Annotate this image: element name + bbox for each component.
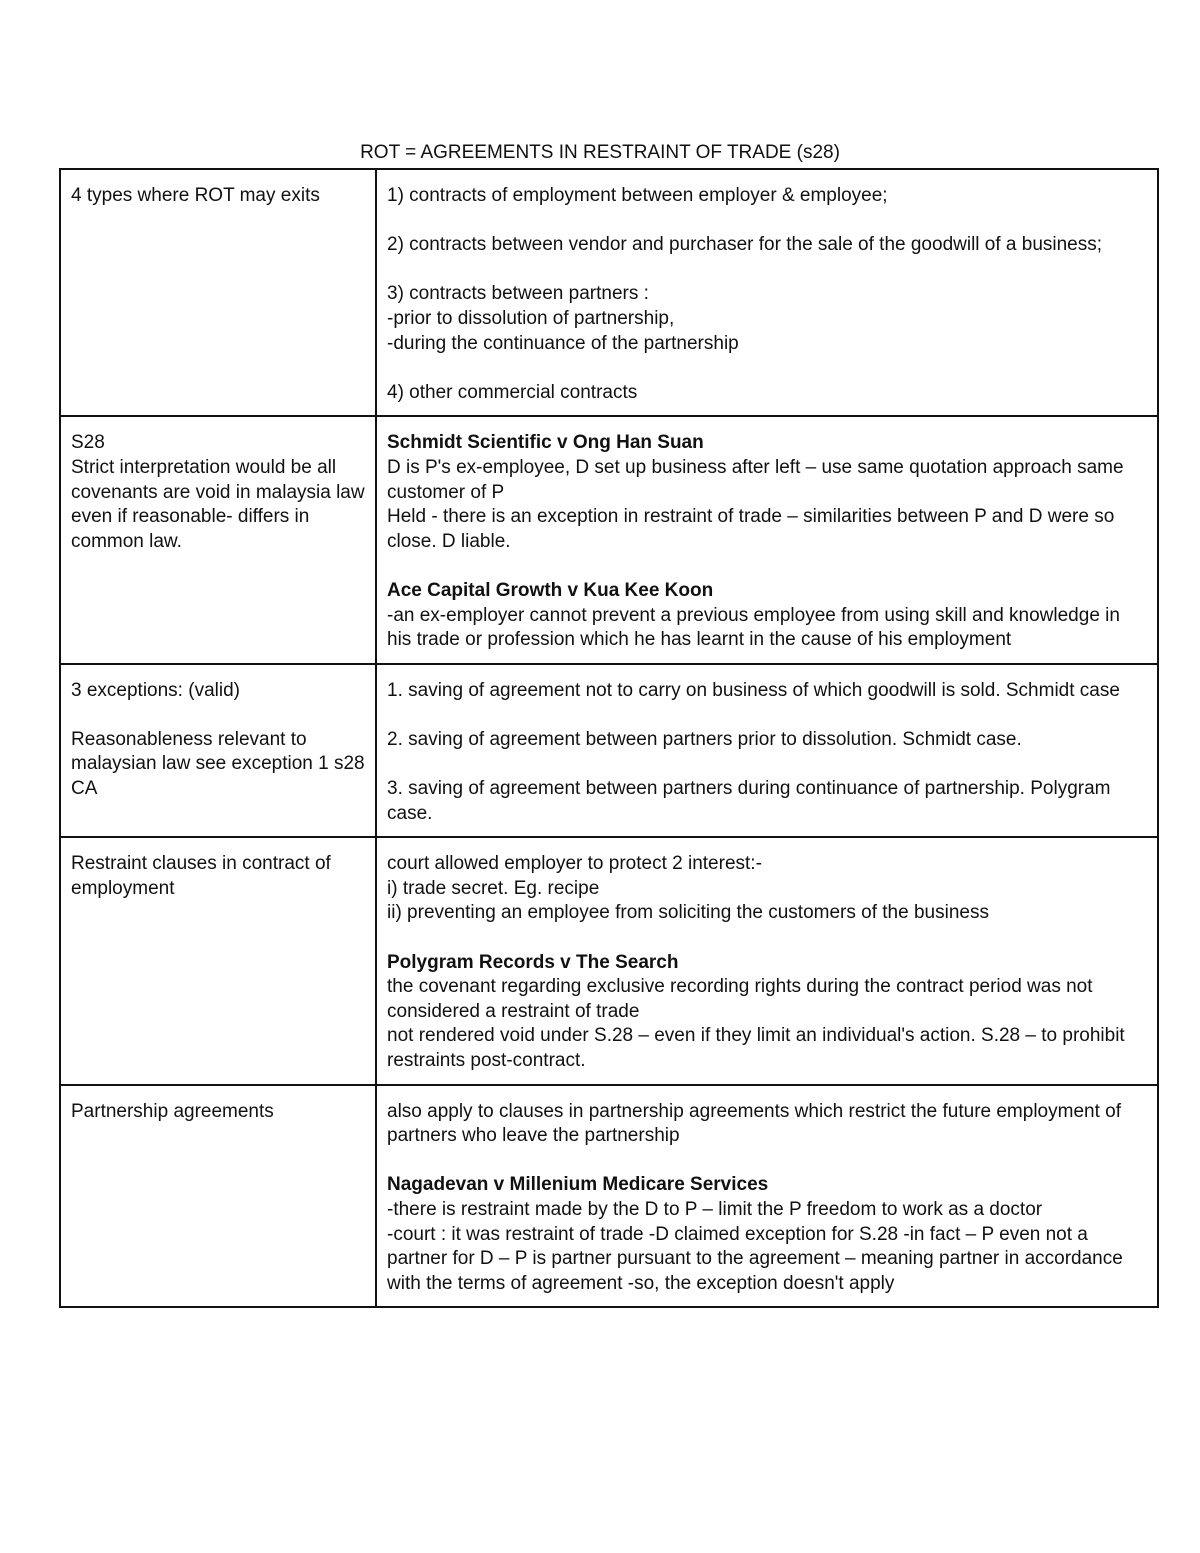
detail-text: 2. saving of agreement between partners prior to dissolution. Schmidt case. bbox=[387, 728, 1022, 750]
detail-text: 3. saving of agreement between partners during continuance of partnership. Polygram case. bbox=[387, 778, 1111, 824]
detail-text: D is P's ex-employee, D set up business after left – use same quotation approach same customer of P bbox=[387, 456, 1124, 503]
detail-text: ii) preventing an employee from soliciting the customers of the business bbox=[387, 902, 989, 924]
detail-text: -during the continuance of the partnership bbox=[387, 332, 739, 354]
table-row bbox=[60, 1085, 1158, 1308]
case-name: Ace Capital Growth v Kua Kee Koon bbox=[387, 579, 714, 601]
table-row bbox=[60, 169, 1158, 416]
paragraph bbox=[387, 777, 1147, 826]
table-row bbox=[60, 664, 1158, 838]
topic-text: Partnership agreements bbox=[71, 1100, 274, 1122]
detail-text: court allowed employer to protect 2 interest:- bbox=[387, 853, 762, 875]
detail-text: -an ex-employer cannot prevent a previous employee from using skill and knowledge in his trade or profession which he has learnt in the cause of his employment bbox=[387, 604, 1120, 651]
topic-text: 4 types where ROT may exits bbox=[71, 185, 320, 206]
paragraph bbox=[387, 579, 1147, 653]
topic-cell bbox=[60, 837, 376, 1084]
detail-text: 2) contracts between vendor and purchaser for the sale of the goodwill of a business; bbox=[387, 234, 1103, 256]
case-name: Nagadevan v Millenium Medicare Services bbox=[387, 1174, 769, 1196]
document-title: ROT = AGREEMENTS IN RESTRAINT OF TRADE (s28) bbox=[360, 142, 840, 163]
topic-text: Strict interpretation would be all covenants are void in malaysia law even if reasonable- differs in common law. bbox=[71, 456, 365, 552]
detail-text: -prior to dissolution of partnership, bbox=[387, 307, 675, 329]
details-cell bbox=[376, 169, 1158, 416]
details-cell bbox=[376, 837, 1158, 1084]
topic-cell bbox=[60, 664, 376, 838]
detail-text: not rendered void under S.28 – even if they limit an individual's action. S.28 – to prohibit restraints post-contract. bbox=[387, 1025, 1125, 1071]
table-row bbox=[60, 837, 1158, 1084]
case-name: Polygram Records v The Search bbox=[387, 951, 679, 973]
notes-table bbox=[59, 168, 1159, 1308]
detail-text: 4) other commercial contracts bbox=[387, 381, 638, 403]
detail-text: the covenant regarding exclusive recording rights during the contract period was not considered a restraint of trade bbox=[387, 976, 1093, 1022]
details-cell bbox=[376, 664, 1158, 838]
paragraph bbox=[387, 233, 1147, 258]
detail-text: 1) contracts of employment between employer & employee; bbox=[387, 185, 888, 206]
topic-cell bbox=[60, 416, 376, 663]
detail-text: 3) contracts between partners : bbox=[387, 283, 649, 305]
paragraph bbox=[71, 679, 365, 704]
detail-text: Held - there is an exception in restraint of trade – similarities between P and D were so close. D liable. bbox=[387, 506, 1115, 552]
topic-cell bbox=[60, 169, 376, 416]
topic-text: Restraint clauses in contract of employment bbox=[71, 853, 331, 899]
paragraph bbox=[387, 852, 1147, 926]
detail-text: -court : it was restraint of trade -D claimed exception for S.28 -in fact – P even not a partner for D – P is partner pursuant to the agreement – meaning partner in accordance with the terms of agreement -so, the exception doesn't apply bbox=[387, 1223, 1123, 1294]
paragraph bbox=[387, 728, 1147, 753]
paragraph bbox=[387, 381, 1147, 406]
table-row bbox=[60, 416, 1158, 663]
topic-text: Reasonableness relevant to malaysian law see exception 1 s28 CA bbox=[71, 728, 365, 800]
case-name: Schmidt Scientific v Ong Han Suan bbox=[387, 432, 704, 454]
detail-text: 1. saving of agreement not to carry on business of which goodwill is sold. Schmidt case bbox=[387, 679, 1120, 701]
paragraph bbox=[387, 431, 1147, 554]
topic-cell bbox=[60, 1085, 376, 1308]
details-cell bbox=[376, 1085, 1158, 1308]
paragraph bbox=[387, 679, 1147, 704]
detail-text: i) trade secret. Eg. recipe bbox=[387, 877, 600, 899]
paragraph bbox=[387, 1100, 1147, 1149]
paragraph bbox=[387, 951, 1147, 1074]
paragraph bbox=[387, 1173, 1147, 1296]
topic-text: S28 bbox=[71, 432, 105, 454]
paragraph bbox=[387, 184, 1147, 209]
detail-text: also apply to clauses in partnership agreements which restrict the future employment of partners who leave the partnership bbox=[387, 1100, 1121, 1147]
paragraph bbox=[387, 282, 1147, 356]
topic-text: 3 exceptions: (valid) bbox=[71, 679, 240, 701]
details-cell bbox=[376, 416, 1158, 663]
paragraph bbox=[71, 728, 365, 802]
detail-text: -there is restraint made by the D to P – limit the P freedom to work as a doctor bbox=[387, 1198, 1043, 1220]
